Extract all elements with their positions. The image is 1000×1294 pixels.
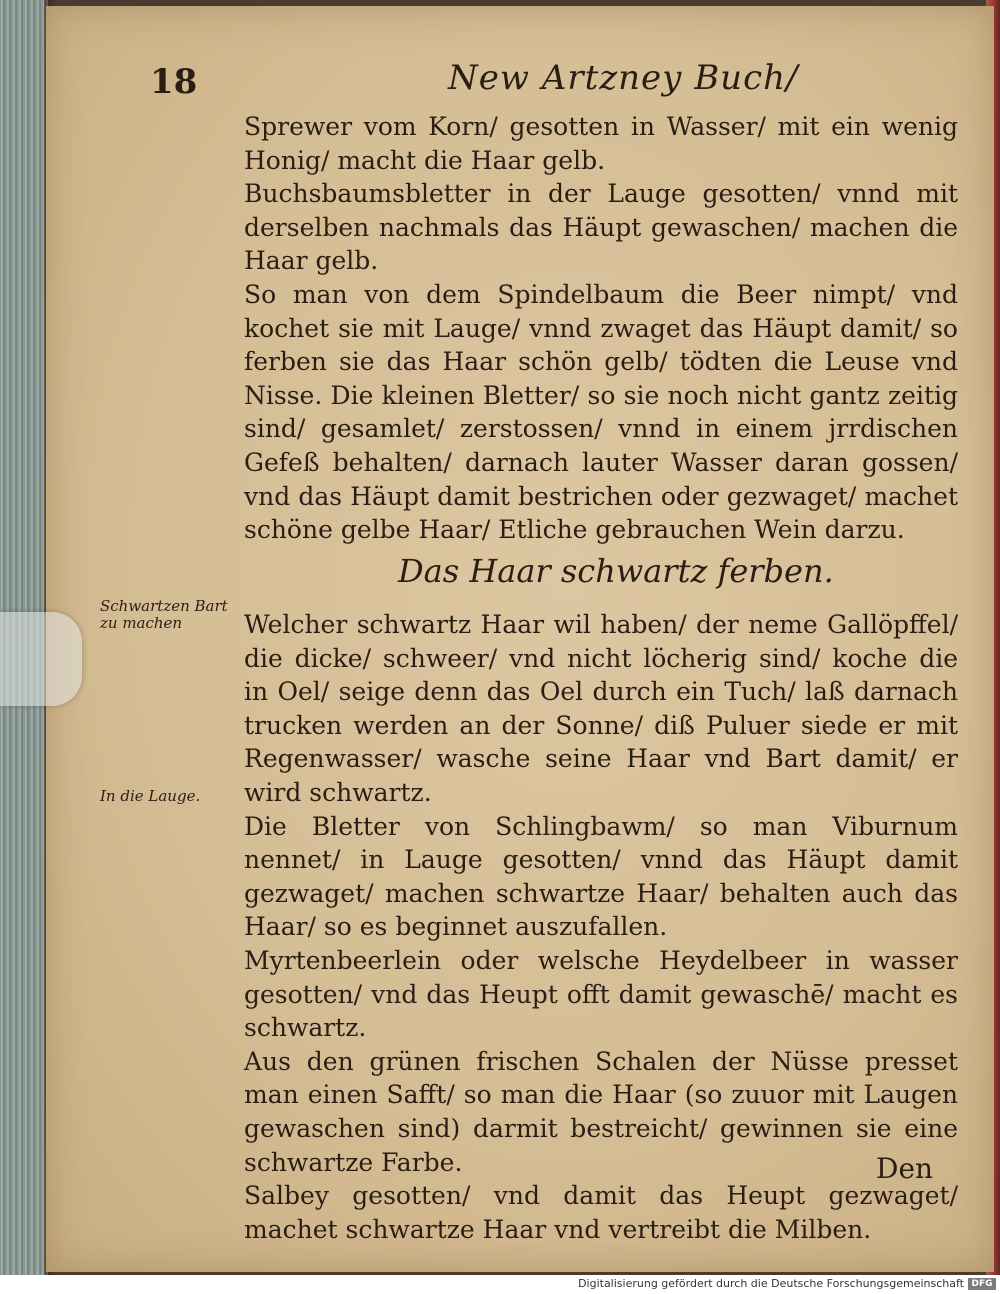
marginal-note: In die Lauge.	[100, 787, 201, 805]
section-heading: Das Haar schwartz ferben.	[398, 552, 834, 590]
paragraph: Aus den grünen frischen Schalen der Nüsse presset man einen Safft/ so man die Haar (so zuuor mit Laugen gewaschen sind) darmit bestreicht/ gewinnen sie eine schwartze Farbe.	[244, 1046, 958, 1177]
paragraph: Welcher schwartz Haar wil haben/ der neme Gallöpffel/ die dicke/ schweer/ vnd nicht löcherig sind/ koche die in Oel/ seige denn das Oel durch ein Tuch/ laß darnach trucken werden an der Sonne/ diß Puluer siede er mit Regenwasser/ wasche seine Haar vnd Bart damit/ er wird schwartz.	[244, 610, 958, 807]
paragraph: Buchsbaumsbletter in der Lauge gesotten/ vnnd mit derselben nachmals das Häupt gewaschen/ machen die Haar gelb.	[244, 179, 958, 276]
running-head: New Artzney Buch/	[448, 58, 799, 98]
text-block-top	[244, 110, 958, 547]
paragraph: Sprewer vom Korn/ gesotten in Wasser/ mit ein wenig Honig/ macht die Haar gelb.	[244, 112, 958, 175]
paragraph: Myrtenbeerlein oder welsche Heydelbeer in wasser gesotten/ vnd das Heupt offt damit gewaschē/ macht es schwartz.	[244, 945, 958, 1043]
paragraph: So man von dem Spindelbaum die Beer nimpt/ vnd kochet sie mit Lauge/ vnnd zwaget das Häupt damit/ so ferben sie das Haar schön gelb/ tödten die Leuse vnd Nisse. Die kleinen Bletter/ so sie noch nicht gantz zeitig sind/ gesamlet/ zerstossen/ vnnd in einem jrrdischen Gefeß behalten/ darnach lauter Wasser daran gossen/ vnd das Häupt damit bestrichen oder gezwaget/ machet schöne gelbe Haar/ Etliche gebrauchen Wein darzu.	[244, 279, 958, 545]
marginal-note: Schwartzen Bart zu machen	[100, 597, 228, 632]
page-number: 18	[150, 62, 198, 102]
dfg-logo-icon: DFG	[968, 1278, 996, 1290]
page-clip	[0, 612, 82, 706]
text-block-bottom	[244, 608, 958, 1246]
paragraph: Die Bletter von Schlingbawm/ so man Viburnum nennet/ in Lauge gesotten/ vnnd das Häupt damit gezwaget/ machen schwartze Haar/ behalten auch das Haar/ so es beginnet auszufallen.	[244, 811, 958, 942]
footer-bar	[0, 1275, 1000, 1294]
paragraph: Salbey gesotten/ vnd damit das Heupt gezwaget/ machet schwartze Haar vnd vertreibt die Milben.	[244, 1181, 958, 1244]
catchword: Den	[876, 1152, 934, 1185]
funding-credit: Digitalisierung gefördert durch die Deutsche Forschungsgemeinschaft	[578, 1277, 964, 1290]
